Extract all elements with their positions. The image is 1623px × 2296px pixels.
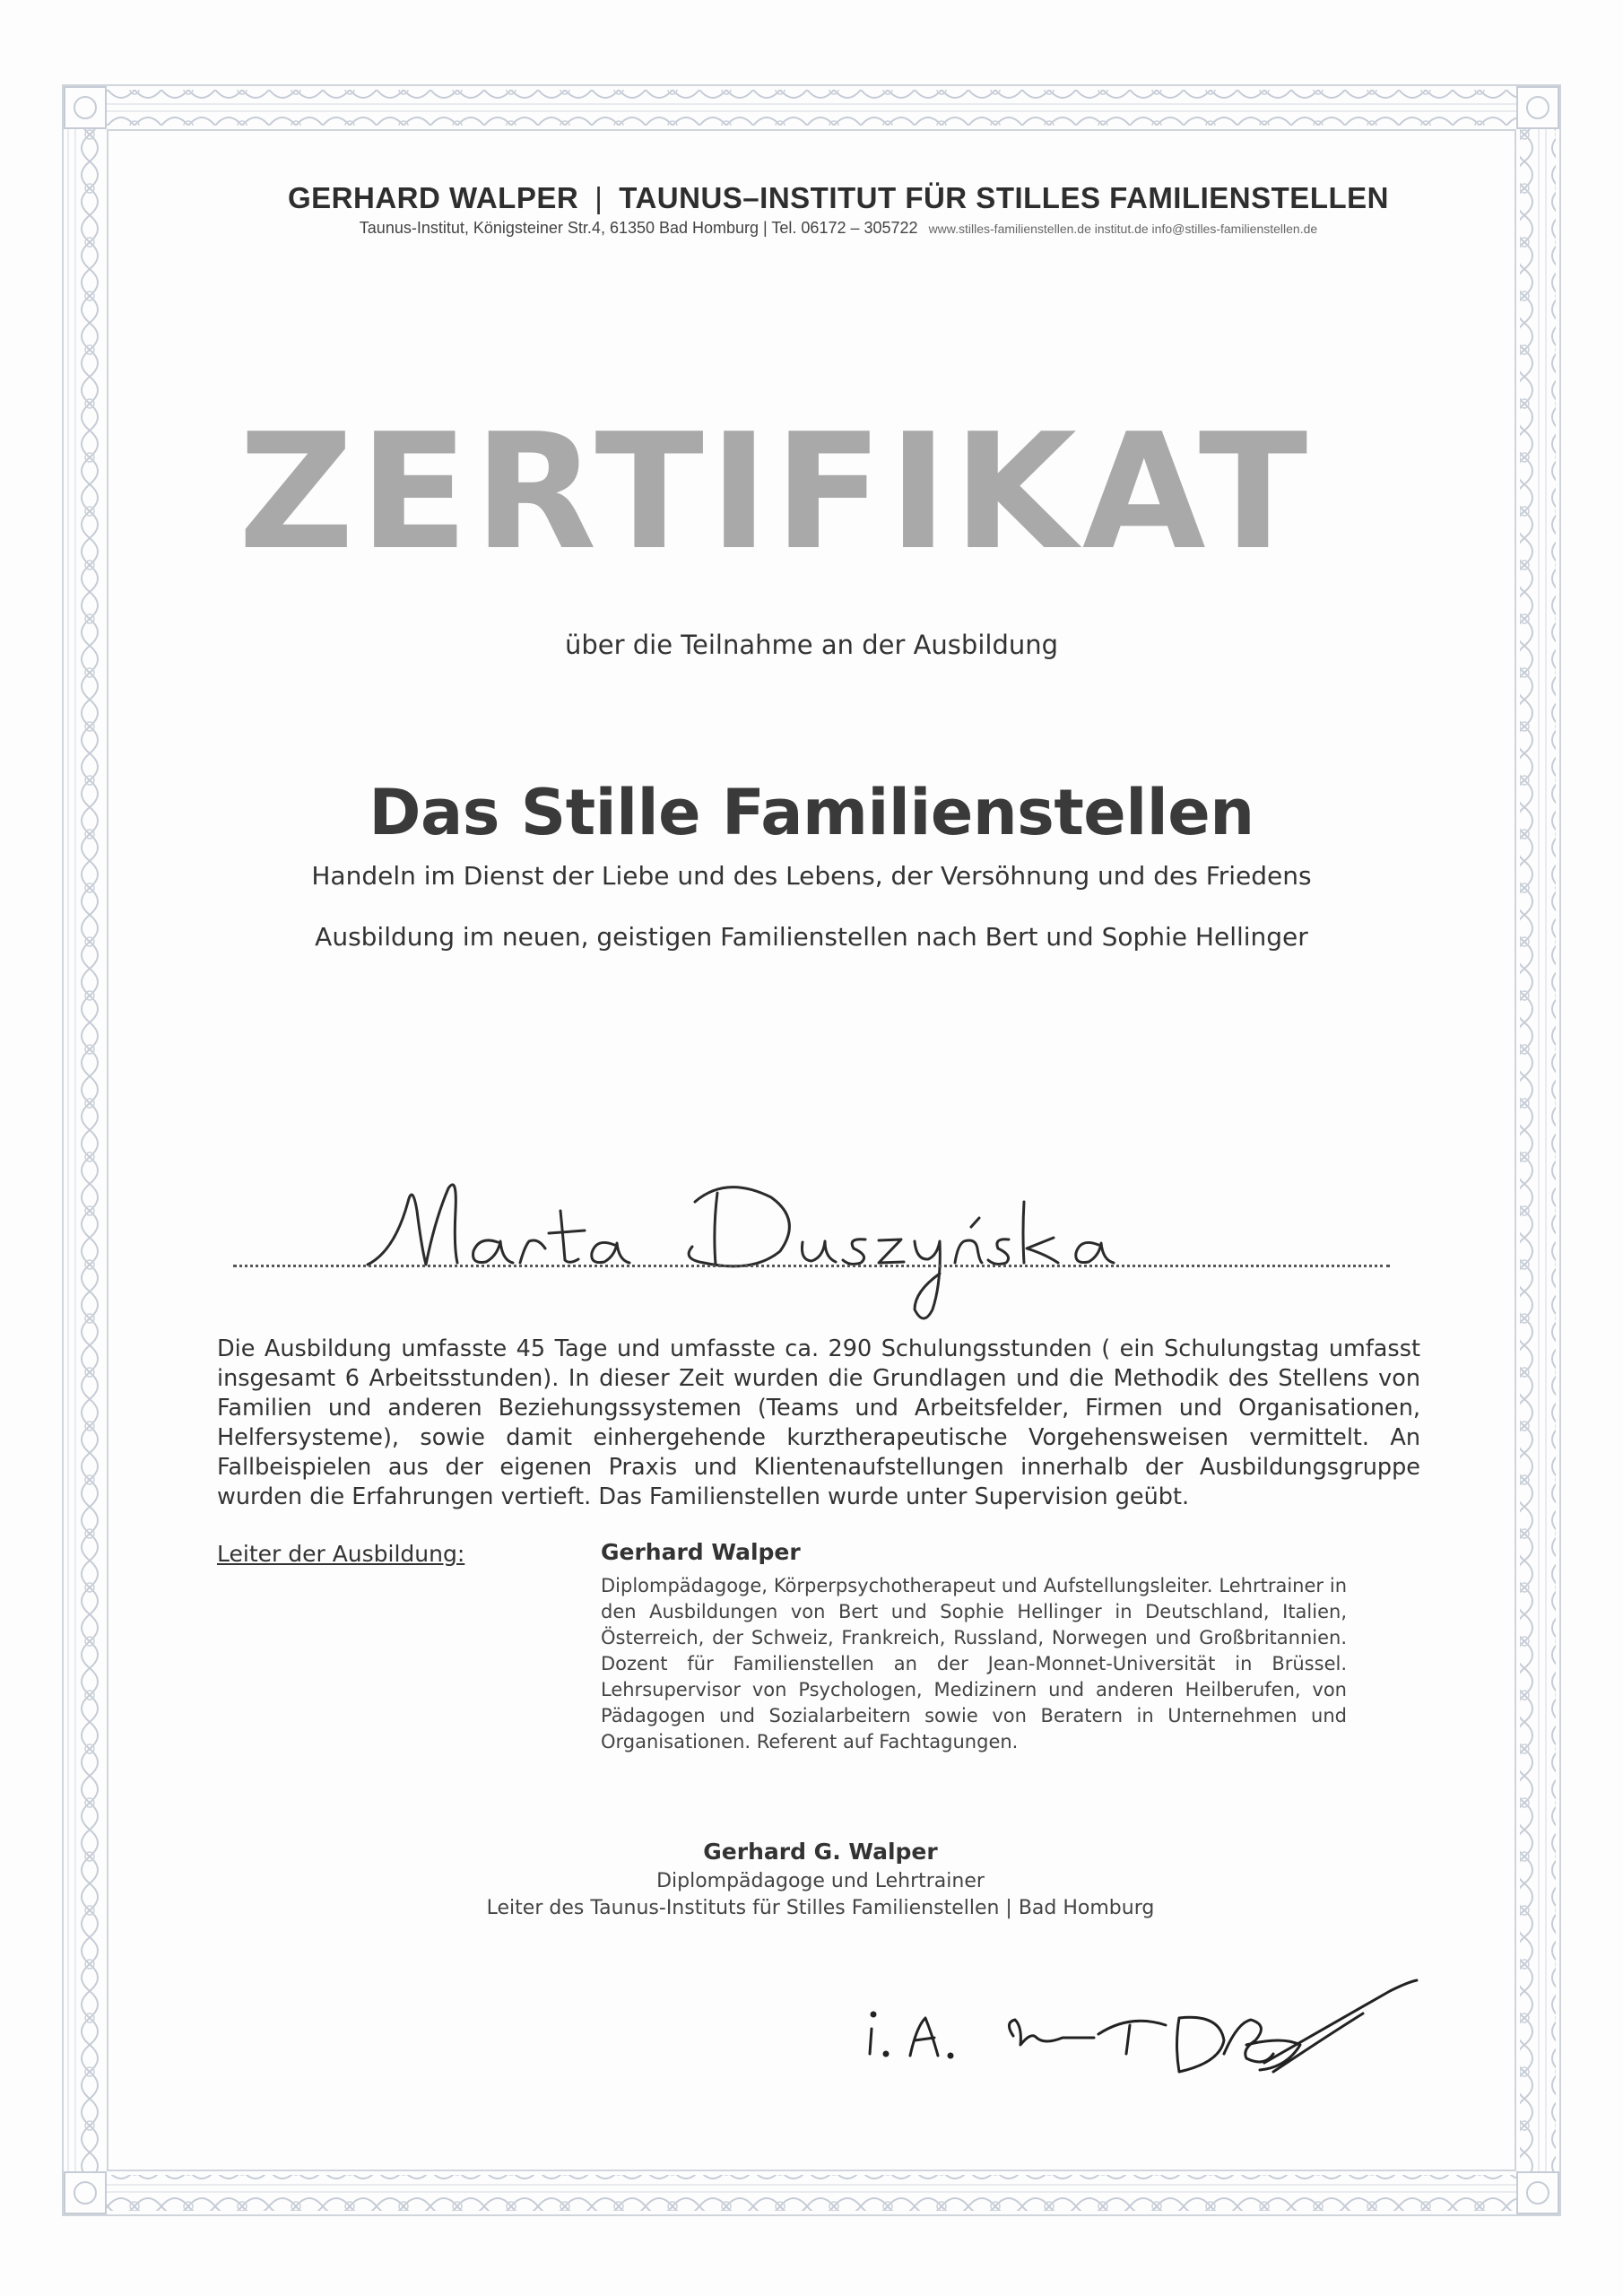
contact-address: Taunus-Institut, Königsteiner Str.4, 61350 Bad Homburg | Tel. 06172 – 305722: [359, 219, 918, 237]
certificate-subtitle: über die Teilnahme an der Ausbildung: [564, 630, 1059, 660]
handwritten-signature: [861, 1955, 1435, 2090]
course-leader-name: Gerhard Walper: [601, 1539, 801, 1565]
signatory-role: Diplompädagoge und Lehrtrainer: [656, 1870, 985, 1892]
course-tagline: Handeln im Dienst der Liebe und des Lebens, der Versöhnung und des Friedens: [311, 861, 1312, 891]
participant-name-handwriting: [341, 1148, 1237, 1345]
course-leader-label: Leiter der Ausbildung:: [217, 1541, 465, 1567]
course-leader-bio: Diplompädagoge, Körperpsychotherapeut und Aufstellungsleiter. Lehrtrainer in den Ausbildungen von Bert und Sophie Hellinger in Deutschland, Italien, Österreich, der Schweiz, Frankreich, Russland, Norwegen und Großbritannien. Dozent für Familienstellen an der Jean-Monnet-Universität in Brüssel. Lehrsupervisor von Psychologen, Medizinern und anderen Heilberufen, von Pädagogen und Sozialarbeitern sowie von Beratern in Unternehmen und Organisationen. Referent auf Fachtagungen.: [601, 1575, 1347, 1752]
course-description: Ausbildung im neuen, geistigen Familienstellen nach Bert und Sophie Hellinger: [315, 922, 1308, 952]
header-separator: |: [595, 181, 603, 214]
course-details-paragraph: Die Ausbildung umfasste 45 Tage und umfasste ca. 290 Schulungsstunden ( ein Schulungstag umfasst insgesamt 6 Arbeitsstunden). In dieser Zeit wurden die Grundlagen und die Methodik des Stellens von Familien und anderen Beziehungssystemen (Teams und Arbeitsfelder, Firmen und Organisationen, Helfersysteme), sowie damit einhergehende kurztherapeutische Vorgehensweisen vermittelt. An Fallbeispielen aus der eigenen Praxis und Klientenaufstellungen innerhalb der Ausbildungsgruppe wurden die Erfahrungen vertieft. Das Familienstellen wurde unter Supervision geübt.: [217, 1335, 1420, 1510]
certificate-title: ZERTIFIKAT: [238, 399, 1314, 585]
course-title: Das Stille Familienstellen: [369, 776, 1254, 849]
header-contact-line: [202, 219, 1475, 238]
participant-name-line: [233, 1256, 1390, 1267]
institute-header: [202, 181, 1475, 215]
signatory-name: Gerhard G. Walper: [703, 1839, 938, 1865]
certificate-content: [117, 117, 1506, 2179]
signatory-organization: Leiter des Taunus-Instituts für Stilles Familienstellen | Bad Homburg: [486, 1897, 1155, 1919]
header-institute: TAUNUS–INSTITUT FÜR STILLES FAMILIENSTELLEN: [619, 181, 1389, 214]
contact-web: www.stilles-familienstellen.de institut.de info@stilles-familienstellen.de: [928, 222, 1318, 236]
header-name: GERHARD WALPER: [288, 181, 579, 214]
